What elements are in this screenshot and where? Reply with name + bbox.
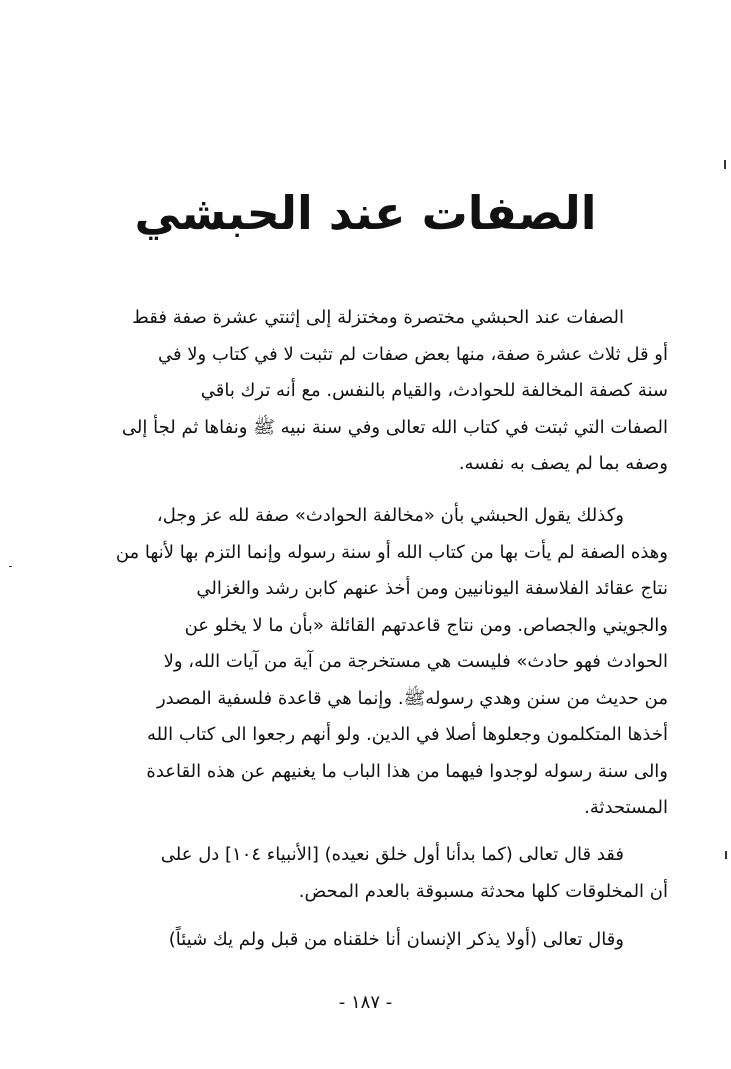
text-line: المستحدثة. (584, 797, 668, 818)
text-line: من حديث من سنن وهدي رسولهﷺ. وإنما هي قاعدة فلسفية المصدر (156, 687, 668, 709)
text-line: والجويني والجصاص. ومن نتاج قاعدتهم القائلة «بأن ما لا يخلو عن (184, 614, 668, 636)
page-number: - ١٨٧ - (338, 992, 393, 1013)
text-line: والى سنة رسوله لوجدوا فيهما من هذا الباب ما يغنيهم عن هذه القاعدة (146, 760, 668, 782)
paragraph-1 (76, 300, 668, 483)
chapter-title: الصفات عند الحبشي (134, 186, 597, 240)
text-line: وكذلك يقول الحبشي بأن «مخالفة الحوادث» صفة لله عز وجل، (156, 505, 624, 526)
text-line: فقد قال تعالى (كما بدأنا أول خلق نعيده) [الأنبياء ١٠٤] دل على (160, 844, 624, 865)
scan-speck (9, 566, 12, 567)
paragraph-2 (76, 498, 668, 827)
text-line: أو قل ثلاث عشرة صفة، منها بعض صفات لم تثبت لا في كتاب ولا في (157, 343, 668, 365)
scan-speck (724, 160, 726, 169)
text-line: أخذها المتكلمون وجعلوها أصلا في الدين. ولو أنهم رجعوا الى كتاب الله (147, 724, 668, 745)
paragraph-4 (76, 922, 668, 959)
text-line: الحوادث فهو حادث» فليست هي مستخرجة من آية من آيات الله، ولا (163, 651, 668, 672)
text-line: وصفه بما لم يصف به نفسه. (458, 453, 668, 474)
text-line: نتاج عقائد الفلاسفة اليونانيين ومن أخذ عنهم كابن رشد والغزالي (196, 578, 668, 599)
text-line: وقال تعالى (أولا يذكر الإنسان أنا خلقناه من قبل ولم يك شيئاً) (168, 929, 624, 950)
text-line: سنة كصفة المخالفة للحوادث، والقيام بالنفس. مع أنه ترك باقي (200, 380, 668, 401)
text-line: أن المخلوقات كلها محدثة مسبوقة بالعدم المحض. (298, 880, 668, 902)
text-line: وهذه الصفة لم يأت بها من كتاب الله أو سنة رسوله وإنما التزم بها لأنها من (115, 541, 668, 563)
text-line: الصفات التي ثبتت في كتاب الله تعالى وفي سنة نبيه ﷺ ونفاها ثم لجأ إلى (121, 416, 668, 438)
text-line: الصفات عند الحبشي مختصرة ومختزلة إلى إثنتي عشرة صفة فقط (132, 307, 624, 328)
scan-speck (725, 851, 727, 859)
paragraph-3 (76, 837, 668, 910)
